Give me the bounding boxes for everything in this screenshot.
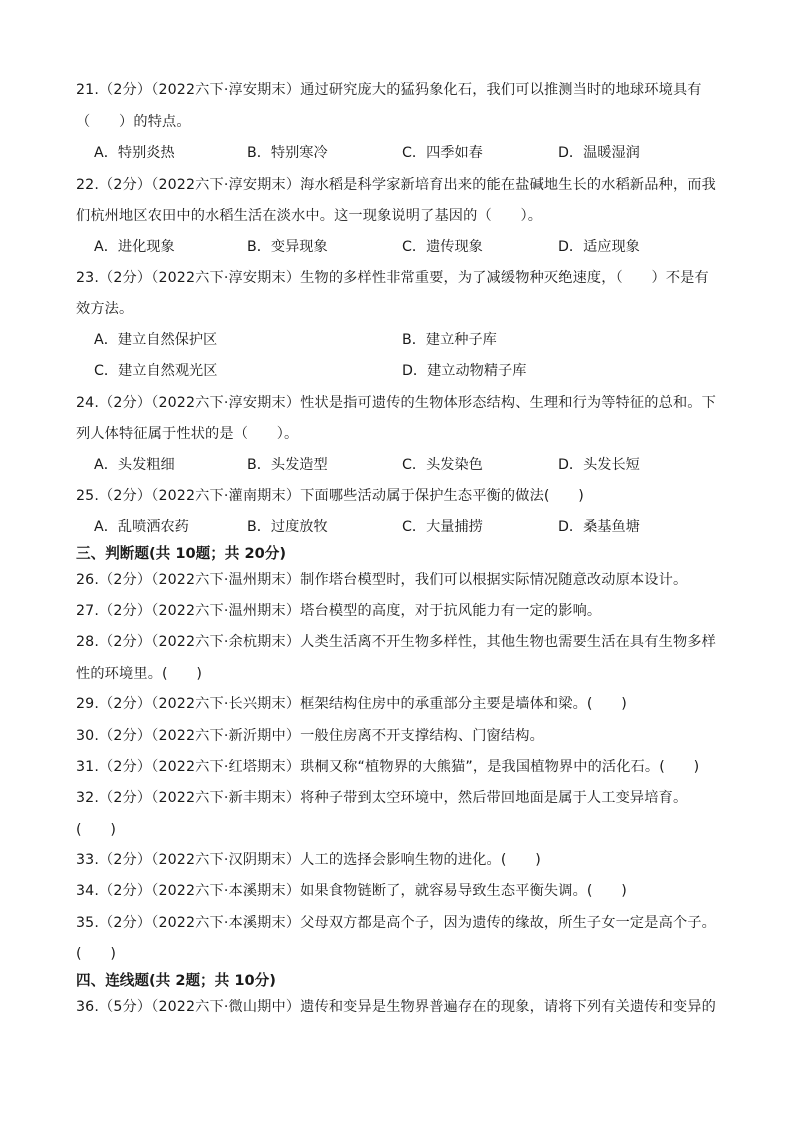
question-22-text-cont: 们杭州地区农田中的水稻生活在淡水中。这一现象说明了基因的（ ）。 [76,208,543,224]
question-24-option-b: B．头发造型 [247,457,328,473]
question-29-text: 29.（2分）（2022六下·长兴期末）框架结构住房中的承重部分主要是墙体和梁。( ) [76,696,627,712]
question-22-option-c: C．遗传现象 [402,239,483,255]
question-21-text-cont: （ ）的特点。 [76,114,191,130]
question-27-text: 27.（2分）（2022六下·温州期末）塔台模型的高度，对于抗风能力有一定的影响。 [76,603,602,619]
question-22-text: 22.（2分）（2022六下·淳安期末）海水稻是科学家新培育出来的能在盐碱地生长的水稻新品种，而我 [76,177,716,193]
question-23-text: 23.（2分）（2022六下·淳安期末）生物的多样性非常重要，为了减缓物种灭绝速度，（ ）不是有 [76,270,709,286]
question-25-text: 25.（2分）（2022六下·灌南期末）下面哪些活动属于保护生态平衡的做法( ) [76,488,584,504]
question-31-text: 31.（2分）（2022六下·红塔期末）珙桐又称“植物界的大熊猫”，是我国植物界中的活化石。( ) [76,759,700,775]
question-25-option-d: D．桑基鱼塘 [558,519,640,535]
question-28-text-cont: 性的环境里。( ) [76,666,203,682]
question-21-option-b: B．特别寒冷 [247,145,328,161]
question-22-option-b: B．变异现象 [247,239,328,255]
question-24-text: 24.（2分）（2022六下·淳安期末）性状是指可遗传的生物体形态结构、生理和行为等特征的总和。下 [76,395,716,411]
question-23-option-c: C．建立自然观光区 [94,363,218,379]
question-35-text-cont: ( ) [76,946,117,962]
section-3-heading: 三、判断题(共 10题；共 20分) [76,545,287,562]
question-23-option-d: D．建立动物精子库 [402,363,527,379]
question-24-text-cont: 列人体特征属于性状的是（ ）。 [76,426,299,442]
question-22-option-a: A．进化现象 [94,239,175,255]
question-26-text: 26.（2分）（2022六下·温州期末）制作塔台模型时，我们可以根据实际情况随意改动原本设计。 [76,572,688,588]
question-24-option-c: C．头发染色 [402,457,483,473]
question-21-option-a: A．特别炎热 [94,145,175,161]
question-25-option-c: C．大量捕捞 [402,519,483,535]
question-35-text: 35.（2分）（2022六下·本溪期末）父母双方都是高个子，因为遗传的缘故，所生子女一定是高个子。 [76,915,716,931]
question-36-text: 36.（5分）（2022六下·微山期中）遗传和变异是生物界普遍存在的现象，请将下列有关遗传和变异的 [76,999,716,1015]
question-22-option-d: D．适应现象 [558,239,640,255]
question-28-text: 28.（2分）（2022六下·余杭期末）人类生活离不开生物多样性，其他生物也需要生活在具有生物多样 [76,634,716,650]
question-24-option-d: D．头发长短 [558,457,640,473]
question-21-text: 21.（2分）（2022六下·淳安期末）通过研究庞大的猛犸象化石，我们可以推测当时的地球环境具有 [76,82,702,98]
question-25-option-a: A．乱喷洒农药 [94,519,189,535]
question-32-text-cont: ( ) [76,822,117,838]
question-21-option-d: D．温暖湿润 [558,145,640,161]
question-24-option-a: A．头发粗细 [94,457,175,473]
question-21-option-c: C．四季如春 [402,145,483,161]
question-30-text: 30.（2分）（2022六下·新沂期中）一般住房离不开支撑结构、门窗结构。 [76,728,544,744]
question-23-option-a: A．建立自然保护区 [94,332,218,348]
question-23-text-cont: 效方法。 [76,301,134,317]
question-23-option-b: B．建立种子库 [402,332,497,348]
question-34-text: 34.（2分）（2022六下·本溪期末）如果食物链断了，就容易导致生态平衡失调。( ) [76,883,627,899]
question-33-text: 33.（2分）（2022六下·汉阴期末）人工的选择会影响生物的进化。( ) [76,852,541,868]
question-25-option-b: B．过度放牧 [247,519,328,535]
question-32-text: 32.（2分）（2022六下·新丰期末）将种子带到太空环境中，然后带回地面是属于人工变异培育。 [76,790,688,806]
section-4-heading: 四、连线题(共 2题；共 10分) [76,972,276,989]
